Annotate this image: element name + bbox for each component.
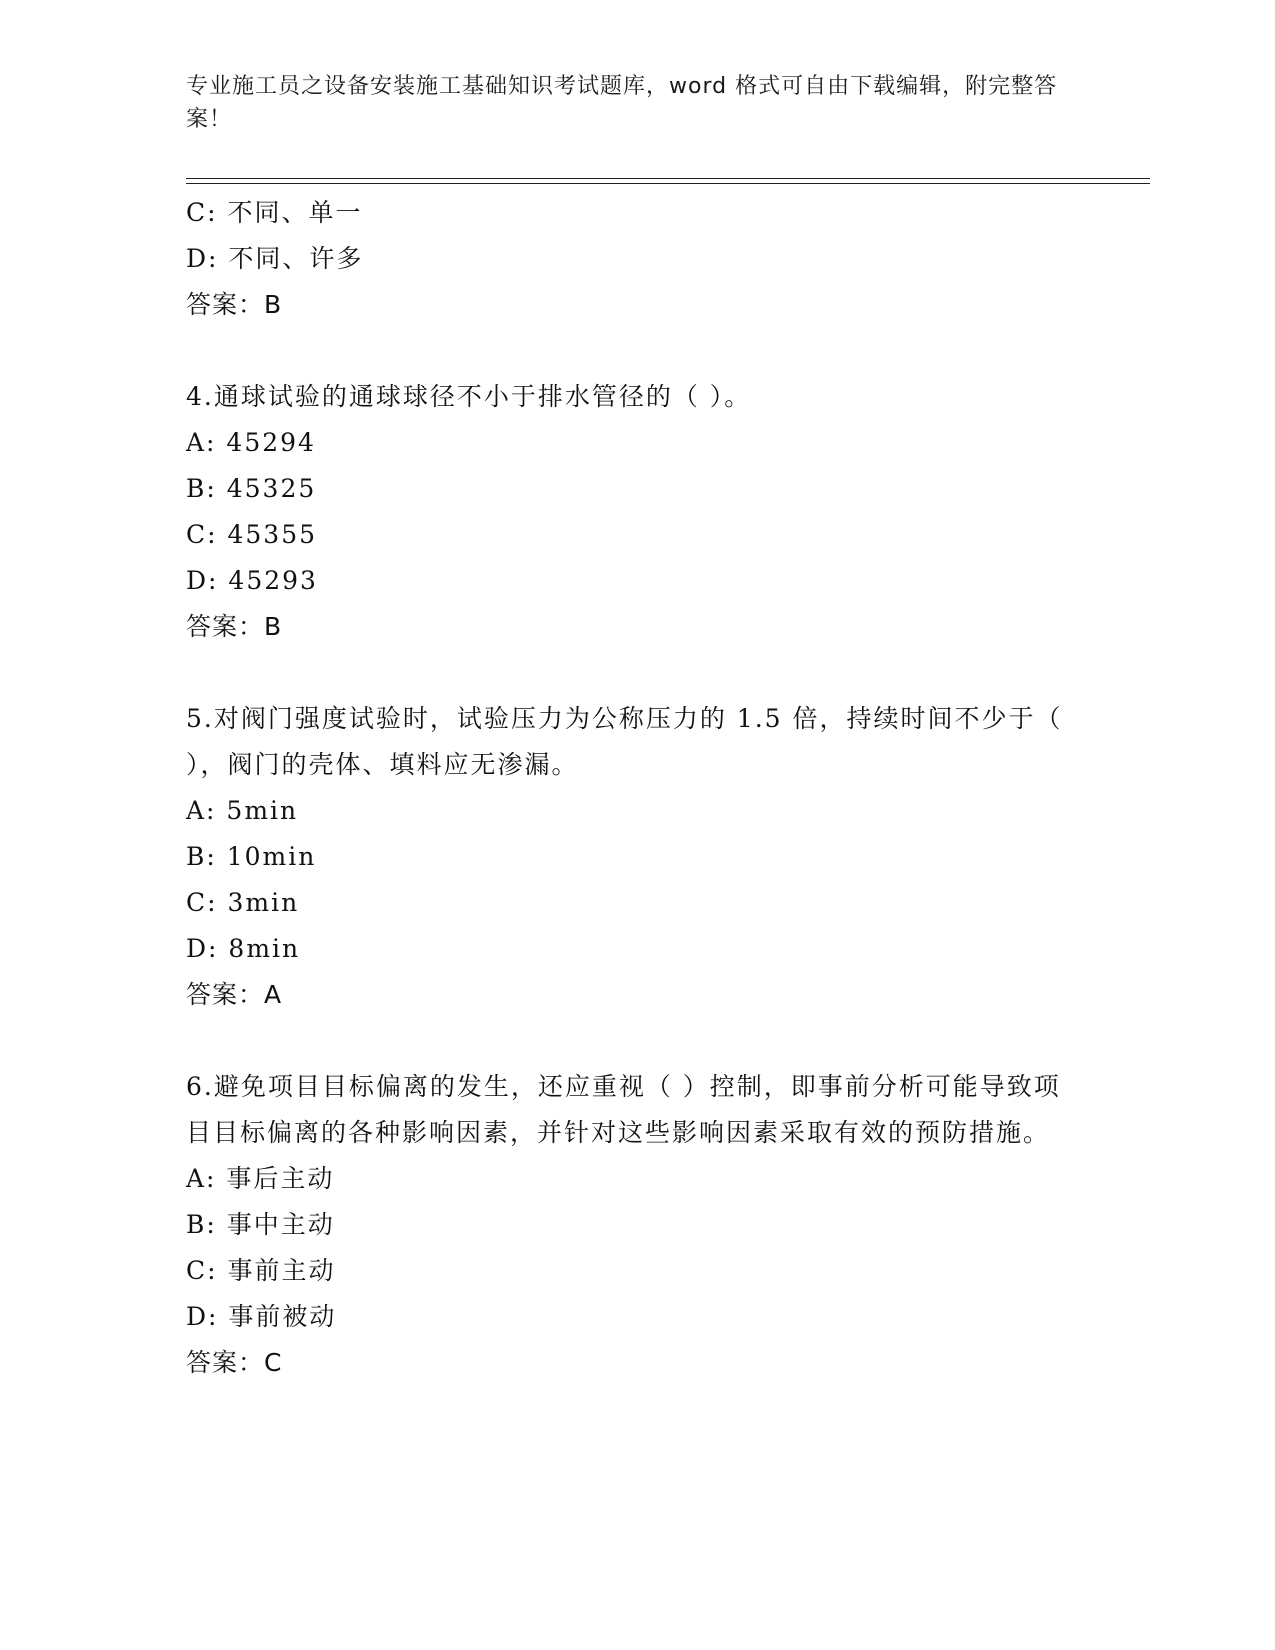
header-divider-top [186,178,1150,179]
spacer [186,328,1086,374]
option-a: A: 事后主动 [186,1164,335,1193]
option-b: B: 45325 [186,474,317,503]
question-text: 6.避免项目目标偏离的发生，还应重视（ ）控制，即事前分析可能导致项目目标偏离的各种影响因素，并针对这些影响因素采取有效的预防措施。 [186,1072,1061,1147]
option-a: A: 5min [186,796,299,825]
option-b: B: 10min [186,842,317,871]
answer-line: 答案：A [186,980,283,1009]
option-d: D: 事前被动 [186,1302,337,1331]
question-5 [186,696,1086,1018]
option-c: C: 不同、单一 [186,198,363,227]
answer-line: 答案：B [186,612,283,641]
option-b: B: 事中主动 [186,1210,335,1239]
spacer [186,650,1086,696]
header-divider-bottom [186,183,1150,184]
question-4 [186,374,1086,650]
option-d: D: 不同、许多 [186,244,364,273]
answer-line: 答案：B [186,290,283,319]
document-header: 专业施工员之设备安装施工基础知识考试题库，word 格式可自由下载编辑，附完整答案！ [186,74,1058,132]
question-text: 5.对阀门强度试验时，试验压力为公称压力的 1.5 倍，持续时间不少于（ ），阀门的壳体、填料应无渗漏。 [186,704,1063,779]
option-d: D: 45293 [186,566,318,595]
option-c: C: 45355 [186,520,318,549]
question-content [186,190,1086,1386]
spacer [186,1018,1086,1064]
option-c: C: 3min [186,888,300,917]
option-c: C: 事前主动 [186,1256,336,1285]
question-text: 4.通球试验的通球球径不小于排水管径的（ ）。 [186,382,752,411]
answer-line: 答案：C [186,1348,283,1377]
option-a: A: 45294 [186,428,316,457]
partial-question [186,190,1086,328]
question-6 [186,1064,1086,1386]
option-d: D: 8min [186,934,301,963]
